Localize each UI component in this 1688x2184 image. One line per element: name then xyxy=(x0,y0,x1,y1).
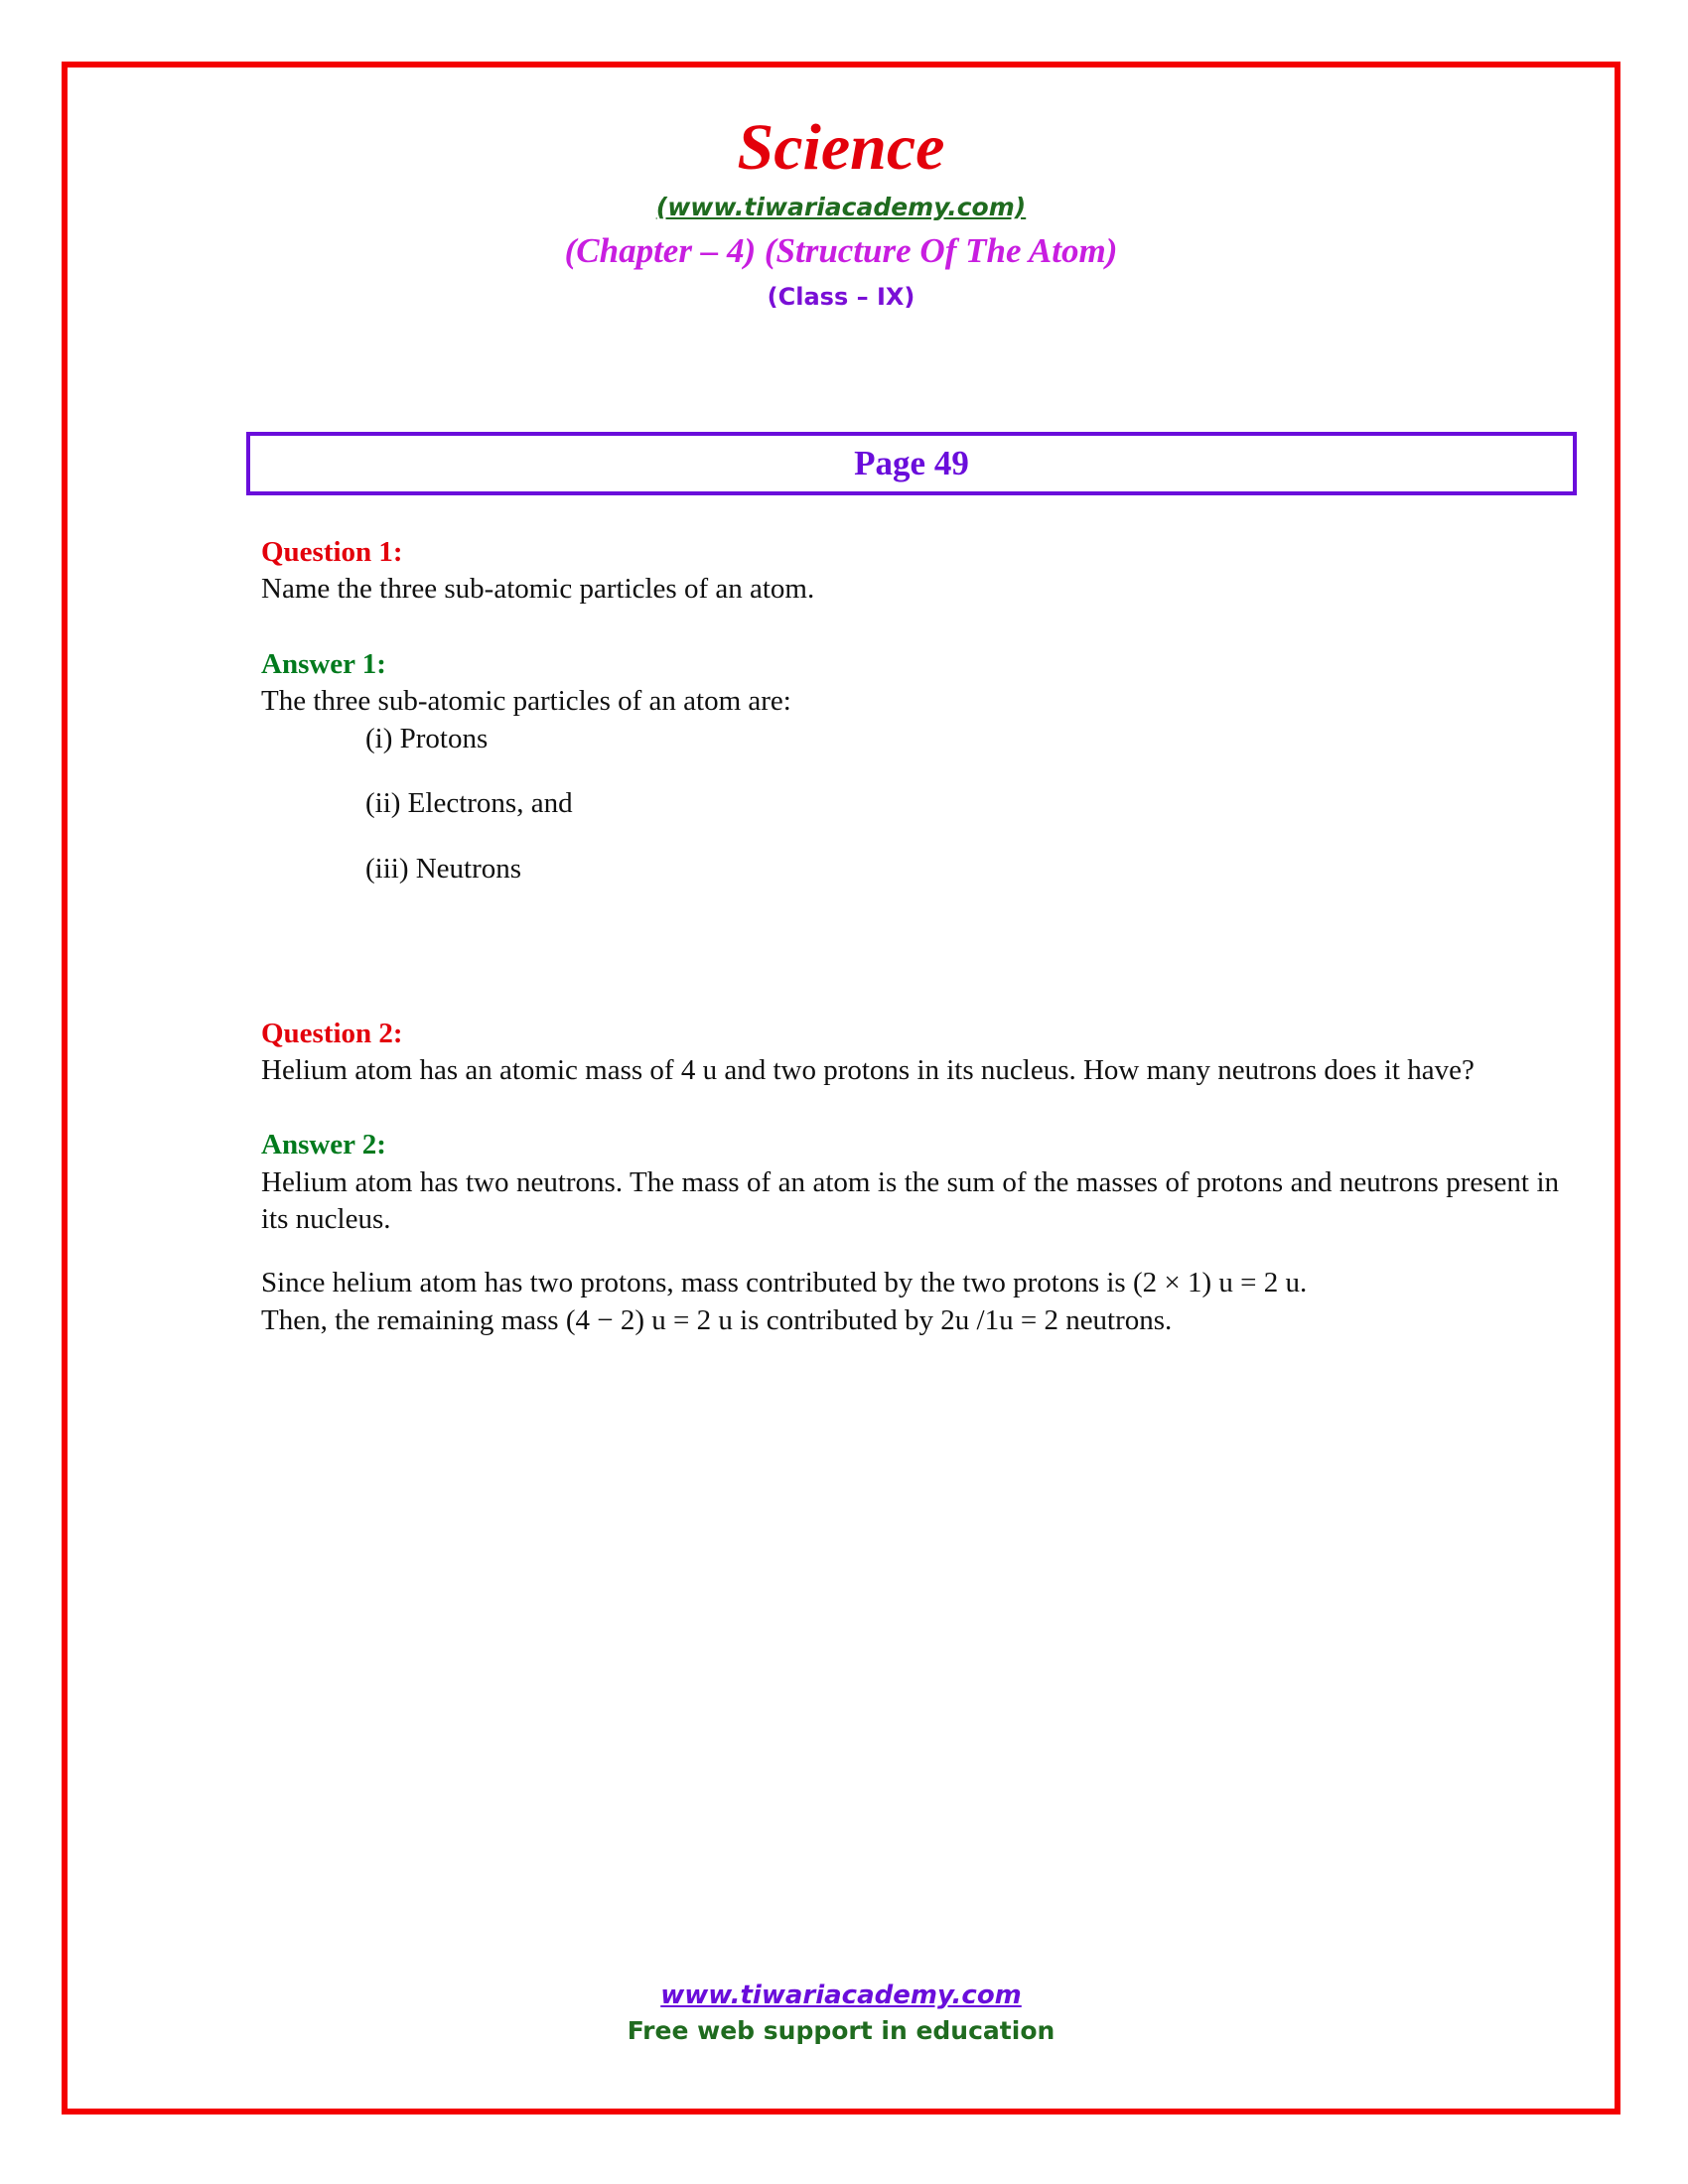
document-footer xyxy=(68,1980,1615,2045)
footer-site-url[interactable]: www.tiwariacademy.com xyxy=(660,1980,1022,2010)
document-header xyxy=(68,68,1615,311)
answer-1-item-2: (ii) Electrons, and xyxy=(365,787,573,820)
page-red-border-frame xyxy=(62,62,1620,2115)
spacer xyxy=(261,823,1559,851)
answer-2-paragraph-2-line-1: Since helium atom has two protons, mass contributed by the two protons is (2 × 1) u = 2 u. xyxy=(261,1266,1308,1298)
spacer xyxy=(261,757,1559,785)
answer-2-block xyxy=(261,1127,1559,1339)
question-2-block xyxy=(261,1016,1559,1090)
answer-1-item-3: (iii) Neutrons xyxy=(365,852,522,885)
page-content xyxy=(68,68,1615,2109)
answer-1-intro: The three sub-atomic particles of an atom are: xyxy=(261,684,791,717)
answer-1-block xyxy=(261,646,1559,888)
header-site-url-text: (www.tiwariacademy.com) xyxy=(655,193,1027,221)
question-1-block xyxy=(261,534,1559,609)
footer-url-row xyxy=(68,1980,1615,2010)
answer-1-item-1: (i) Protons xyxy=(365,722,489,754)
chapter-title: (Chapter – 4) (Structure Of The Atom) xyxy=(564,231,1118,270)
subject-title: Science xyxy=(737,111,945,184)
spacer xyxy=(261,609,1559,646)
footer-tagline: Free web support in education xyxy=(627,2016,1055,2045)
question-2-heading: Question 2: xyxy=(261,1017,403,1049)
spacer xyxy=(261,1089,1559,1127)
answer-1-heading: Answer 1: xyxy=(261,647,386,680)
answer-2-heading: Answer 2: xyxy=(261,1129,386,1161)
page-number-label: Page 49 xyxy=(854,444,969,482)
class-label: (Class – IX) xyxy=(767,283,915,311)
answer-2-paragraph-2-line-2: Then, the remaining mass (4 − 2) u = 2 u is contributed by 2u /1u = 2 neutrons. xyxy=(261,1303,1173,1336)
page-number-banner xyxy=(246,432,1577,495)
header-site-url[interactable] xyxy=(68,181,1615,221)
question-1-heading: Question 1: xyxy=(261,536,403,568)
question-2-text: Helium atom has an atomic mass of 4 u and two protons in its nucleus. How many neutrons does it have? xyxy=(261,1053,1475,1086)
question-1-text: Name the three sub-atomic particles of an atom. xyxy=(261,573,815,606)
qa-body xyxy=(261,534,1559,1339)
answer-2-paragraph-1: Helium atom has two neutrons. The mass of an atom is the sum of the masses of protons and neutrons present in its nucleus. xyxy=(261,1165,1559,1236)
spacer xyxy=(261,1239,1559,1265)
section-gap xyxy=(261,888,1559,1016)
